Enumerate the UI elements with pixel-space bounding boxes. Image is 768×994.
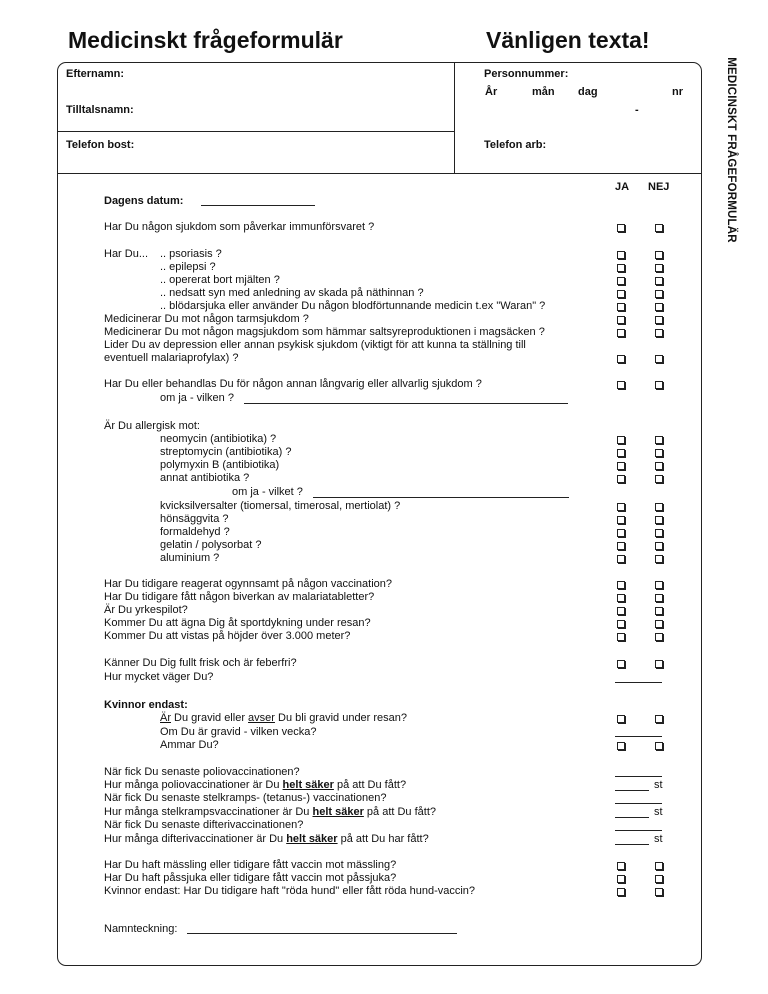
page-title: Medicinskt frågeformulär [68, 27, 343, 53]
checkbox-nej-reagerat[interactable] [655, 581, 663, 589]
divider-tilltalsnamn [57, 131, 454, 132]
checkbox-ja-kvicksilver[interactable] [617, 503, 625, 511]
ar-label: År [485, 86, 498, 98]
checkbox-ja-sportdykning[interactable] [617, 620, 625, 628]
checkbox-ja-malariatabletter[interactable] [617, 594, 625, 602]
checkbox-ja-annat-antibiotika[interactable] [617, 475, 625, 483]
polio-st-unit: st [654, 779, 663, 791]
nr-label: nr [672, 86, 683, 98]
checkbox-nej-hojder[interactable] [655, 633, 663, 641]
difteri-antal-field[interactable] [615, 844, 649, 845]
question-reagerat: Har Du tidigare reagerat ogynnsamt på någon vaccination? [104, 578, 393, 590]
divider-header-bottom [57, 173, 702, 174]
checkbox-ja-langvarig[interactable] [617, 381, 625, 389]
checkbox-nej-yrkespilot[interactable] [655, 607, 663, 615]
difteri-helt-saker: helt säker [286, 833, 338, 845]
checkbox-ja-blodarsjuka[interactable] [617, 303, 625, 311]
checkbox-nej-immunforsvar[interactable] [655, 224, 663, 232]
checkbox-ja-passjuka[interactable] [617, 875, 625, 883]
checkbox-ja-honsaggvita[interactable] [617, 516, 625, 524]
checkbox-ja-roda-hund[interactable] [617, 888, 625, 896]
question-ammar: Ammar Du? [160, 739, 219, 751]
checkbox-nej-kvicksilver[interactable] [655, 503, 663, 511]
polio-antal-text-2: på att Du fått? [333, 779, 407, 791]
question-yrkespilot: Är Du yrkespilot? [104, 604, 188, 616]
telefon-arb-label: Telefon arb: [484, 139, 547, 151]
question-depression-line2: eventuell malariaprofylax) ? [104, 352, 239, 364]
question-gravid-vecka: Om Du är gravid - vilken vecka? [160, 726, 317, 738]
question-magsjukdom: Medicinerar Du mot någon magsjukdom som hämmar saltsyreproduktionen i magsäcken ? [104, 326, 545, 338]
checkbox-ja-formaldehyd[interactable] [617, 529, 625, 537]
question-langvarig: Har Du eller behandlas Du för någon annan långvarig eller allvarlig sjukdom ? [104, 378, 482, 390]
question-frisk: Känner Du Dig fullt frisk och är feberfri? [104, 657, 297, 669]
checkbox-nej-sportdykning[interactable] [655, 620, 663, 628]
question-stelkramp-antal [104, 806, 436, 819]
namnteckning-label: Namnteckning: [104, 923, 178, 935]
question-sportdykning: Kommer Du att ägna Dig åt sportdykning under resan? [104, 617, 371, 629]
question-gravid [160, 712, 407, 725]
checkbox-ja-gravid[interactable] [617, 715, 625, 723]
question-vager: Hur mycket väger Du? [104, 671, 214, 683]
checkbox-nej-nathinnan[interactable] [655, 290, 663, 298]
checkbox-ja-depression[interactable] [617, 355, 625, 363]
checkbox-ja-aluminium[interactable] [617, 555, 625, 563]
question-depression-line1: Lider Du av depression eller annan psykisk sjukdom (viktigt för att kunna ta ställning till [104, 339, 526, 351]
gravid-text-1: Du gravid eller [171, 712, 249, 724]
allergy-neomycin: neomycin (antibiotika) ? [160, 433, 277, 445]
checkbox-nej-roda-hund[interactable] [655, 888, 663, 896]
page-subtitle: Vänligen texta! [486, 27, 650, 53]
allergy-annat-antibiotika: annat antibiotika ? [160, 472, 250, 484]
question-polio-antal [104, 779, 406, 792]
allergy-gelatin: gelatin / polysorbat ? [160, 539, 262, 551]
stelkramp-helt-saker: helt säker [312, 806, 364, 818]
checkbox-nej-langvarig[interactable] [655, 381, 663, 389]
polio-antal-field[interactable] [615, 790, 649, 791]
checkbox-nej-annat-antibiotika[interactable] [655, 475, 663, 483]
checkbox-nej-malariatabletter[interactable] [655, 594, 663, 602]
checkbox-ja-tarmsjukdom[interactable] [617, 316, 625, 324]
stelkramp-antal-field[interactable] [615, 817, 649, 818]
stelkramp-senaste-field[interactable] [615, 803, 662, 804]
checkbox-nej-gravid[interactable] [655, 715, 663, 723]
checkbox-ja-gelatin[interactable] [617, 542, 625, 550]
checkbox-nej-ammar[interactable] [655, 742, 663, 750]
allergy-streptomycin: streptomycin (antibiotika) ? [160, 446, 292, 458]
checkbox-ja-epilepsi[interactable] [617, 264, 625, 272]
question-mjalten: .. opererat bort mjälten ? [160, 274, 280, 286]
allergy-kvicksilver: kvicksilversalter (tiomersal, timerosal, mertiolat) ? [160, 500, 401, 512]
polio-helt-saker: helt säker [282, 779, 334, 791]
checkbox-nej-tarmsjukdom[interactable] [655, 316, 663, 324]
checkbox-ja-neomycin[interactable] [617, 436, 625, 444]
gravid-text-2: Du bli gravid under resan? [274, 712, 408, 724]
checkbox-nej-massling[interactable] [655, 862, 663, 870]
checkbox-ja-mjalten[interactable] [617, 277, 625, 285]
vikt-field[interactable] [615, 682, 662, 683]
question-stelkramp-senaste: När fick Du senaste stelkramps- (tetanus-) vaccinationen? [104, 792, 387, 804]
question-difteri-antal [104, 833, 429, 846]
question-allergisk: Är Du allergisk mot: [104, 420, 200, 432]
checkbox-ja-frisk[interactable] [617, 660, 625, 668]
stelkramp-st-unit: st [654, 806, 663, 818]
column-nej: NEJ [648, 181, 670, 193]
checkbox-ja-nathinnan[interactable] [617, 290, 625, 298]
question-polio-senaste: När fick Du senaste poliovaccinationen? [104, 766, 300, 778]
dagens-datum-field[interactable] [201, 205, 315, 206]
personnummer-label: Personnummer: [484, 68, 569, 80]
dagens-datum-label: Dagens datum: [104, 195, 184, 207]
checkbox-nej-streptomycin[interactable] [655, 449, 663, 457]
question-passjuka: Har Du haft påssjuka eller tidigare fått vaccin mot påssjuka? [104, 872, 397, 884]
checkbox-nej-blodarsjuka[interactable] [655, 303, 663, 311]
allergy-polymyxin: polymyxin B (antibiotika) [160, 459, 280, 471]
tilltalsnamn-label: Tilltalsnamn: [66, 104, 134, 116]
side-title: MEDICINSKT FRÅGEFORMULÄR [725, 57, 737, 243]
gravid-vecka-field[interactable] [615, 736, 662, 737]
polio-senaste-field[interactable] [615, 776, 662, 777]
question-roda-hund: Kvinnor endast: Har Du tidigare haft "röda hund" eller fått röda hund-vaccin? [104, 885, 476, 897]
namnteckning-field[interactable] [187, 933, 457, 934]
allergy-formaldehyd: formaldehyd ? [160, 526, 230, 538]
vilken-sjukdom-field[interactable] [244, 403, 568, 404]
checkbox-nej-psoriasis[interactable] [655, 251, 663, 259]
question-difteri-senaste: När fick Du senaste difterivaccinationen? [104, 819, 304, 831]
question-immunforsvar: Har Du någon sjukdom som påverkar immunförsvaret ? [104, 221, 375, 233]
question-epilepsi: .. epilepsi ? [160, 261, 216, 273]
checkbox-nej-epilepsi[interactable] [655, 264, 663, 272]
question-om-ja-vilken: om ja - vilken ? [160, 392, 234, 404]
checkbox-ja-immunforsvar[interactable] [617, 224, 625, 232]
dag-label: dag [578, 86, 598, 98]
allergy-aluminium: aluminium ? [160, 552, 220, 564]
checkbox-ja-reagerat[interactable] [617, 581, 625, 589]
checkbox-ja-magsjukdom[interactable] [617, 329, 625, 337]
question-psoriasis: .. psoriasis ? [160, 248, 222, 260]
checkbox-nej-depression[interactable] [655, 355, 663, 363]
checkbox-nej-passjuka[interactable] [655, 875, 663, 883]
divider-header-vertical [454, 62, 455, 173]
column-ja: JA [615, 181, 630, 193]
checkbox-ja-streptomycin[interactable] [617, 449, 625, 457]
checkbox-nej-formaldehyd[interactable] [655, 529, 663, 537]
checkbox-ja-yrkespilot[interactable] [617, 607, 625, 615]
polio-antal-text-1: Hur många poliovaccinationer är Du [104, 779, 283, 791]
difteri-st-unit: st [654, 833, 663, 845]
checkbox-nej-honsaggvita[interactable] [655, 516, 663, 524]
checkbox-nej-gelatin[interactable] [655, 542, 663, 550]
telefon-bost-label: Telefon bost: [66, 139, 135, 151]
vilket-antibiotika-field[interactable] [313, 497, 569, 498]
question-massling: Har Du haft mässling eller tidigare fått vaccin mot mässling? [104, 859, 397, 871]
question-tarmsjukdom: Medicinerar Du mot någon tarmsjukdom ? [104, 313, 309, 325]
checkbox-nej-polymyxin[interactable] [655, 462, 663, 470]
personnummer-dash: - [635, 104, 639, 116]
gravid-ar: Är [160, 712, 171, 724]
allergy-honsaggvita: hönsäggvita ? [160, 513, 229, 525]
checkbox-nej-mjalten[interactable] [655, 277, 663, 285]
difteri-antal-text-2: på att Du har fått? [337, 833, 429, 845]
difteri-antal-text-1: Hur många difterivaccinationer är Du [104, 833, 287, 845]
gravid-avser: avser [248, 712, 275, 724]
man-label: mån [532, 86, 555, 98]
checkbox-nej-neomycin[interactable] [655, 436, 663, 444]
checkbox-ja-hojder[interactable] [617, 633, 625, 641]
question-har-du: Har Du... [104, 248, 149, 260]
stelkramp-antal-text-2: på att Du fått? [363, 806, 437, 818]
checkbox-ja-polymyxin[interactable] [617, 462, 625, 470]
question-hojder: Kommer Du att vistas på höjder över 3.000 meter? [104, 630, 351, 642]
checkbox-nej-aluminium[interactable] [655, 555, 663, 563]
checkbox-ja-massling[interactable] [617, 862, 625, 870]
question-nathinnan: .. nedsatt syn med anledning av skada på näthinnan ? [160, 287, 424, 299]
checkbox-nej-magsjukdom[interactable] [655, 329, 663, 337]
question-om-ja-vilket: om ja - vilket ? [232, 486, 303, 498]
checkbox-nej-frisk[interactable] [655, 660, 663, 668]
checkbox-ja-psoriasis[interactable] [617, 251, 625, 259]
difteri-senaste-field[interactable] [615, 830, 662, 831]
question-blodarsjuka: .. blödarsjuka eller använder Du någon blodförtunnande medicin t.ex "Waran" ? [160, 300, 546, 312]
efternamn-label: Efternamn: [66, 68, 125, 80]
checkbox-ja-ammar[interactable] [617, 742, 625, 750]
kvinnor-endast-heading: Kvinnor endast: [104, 699, 188, 711]
question-malariatabletter: Har Du tidigare fått någon biverkan av malariatabletter? [104, 591, 375, 603]
stelkramp-antal-text-1: Hur många stelkrampsvaccinationer är Du [104, 806, 313, 818]
